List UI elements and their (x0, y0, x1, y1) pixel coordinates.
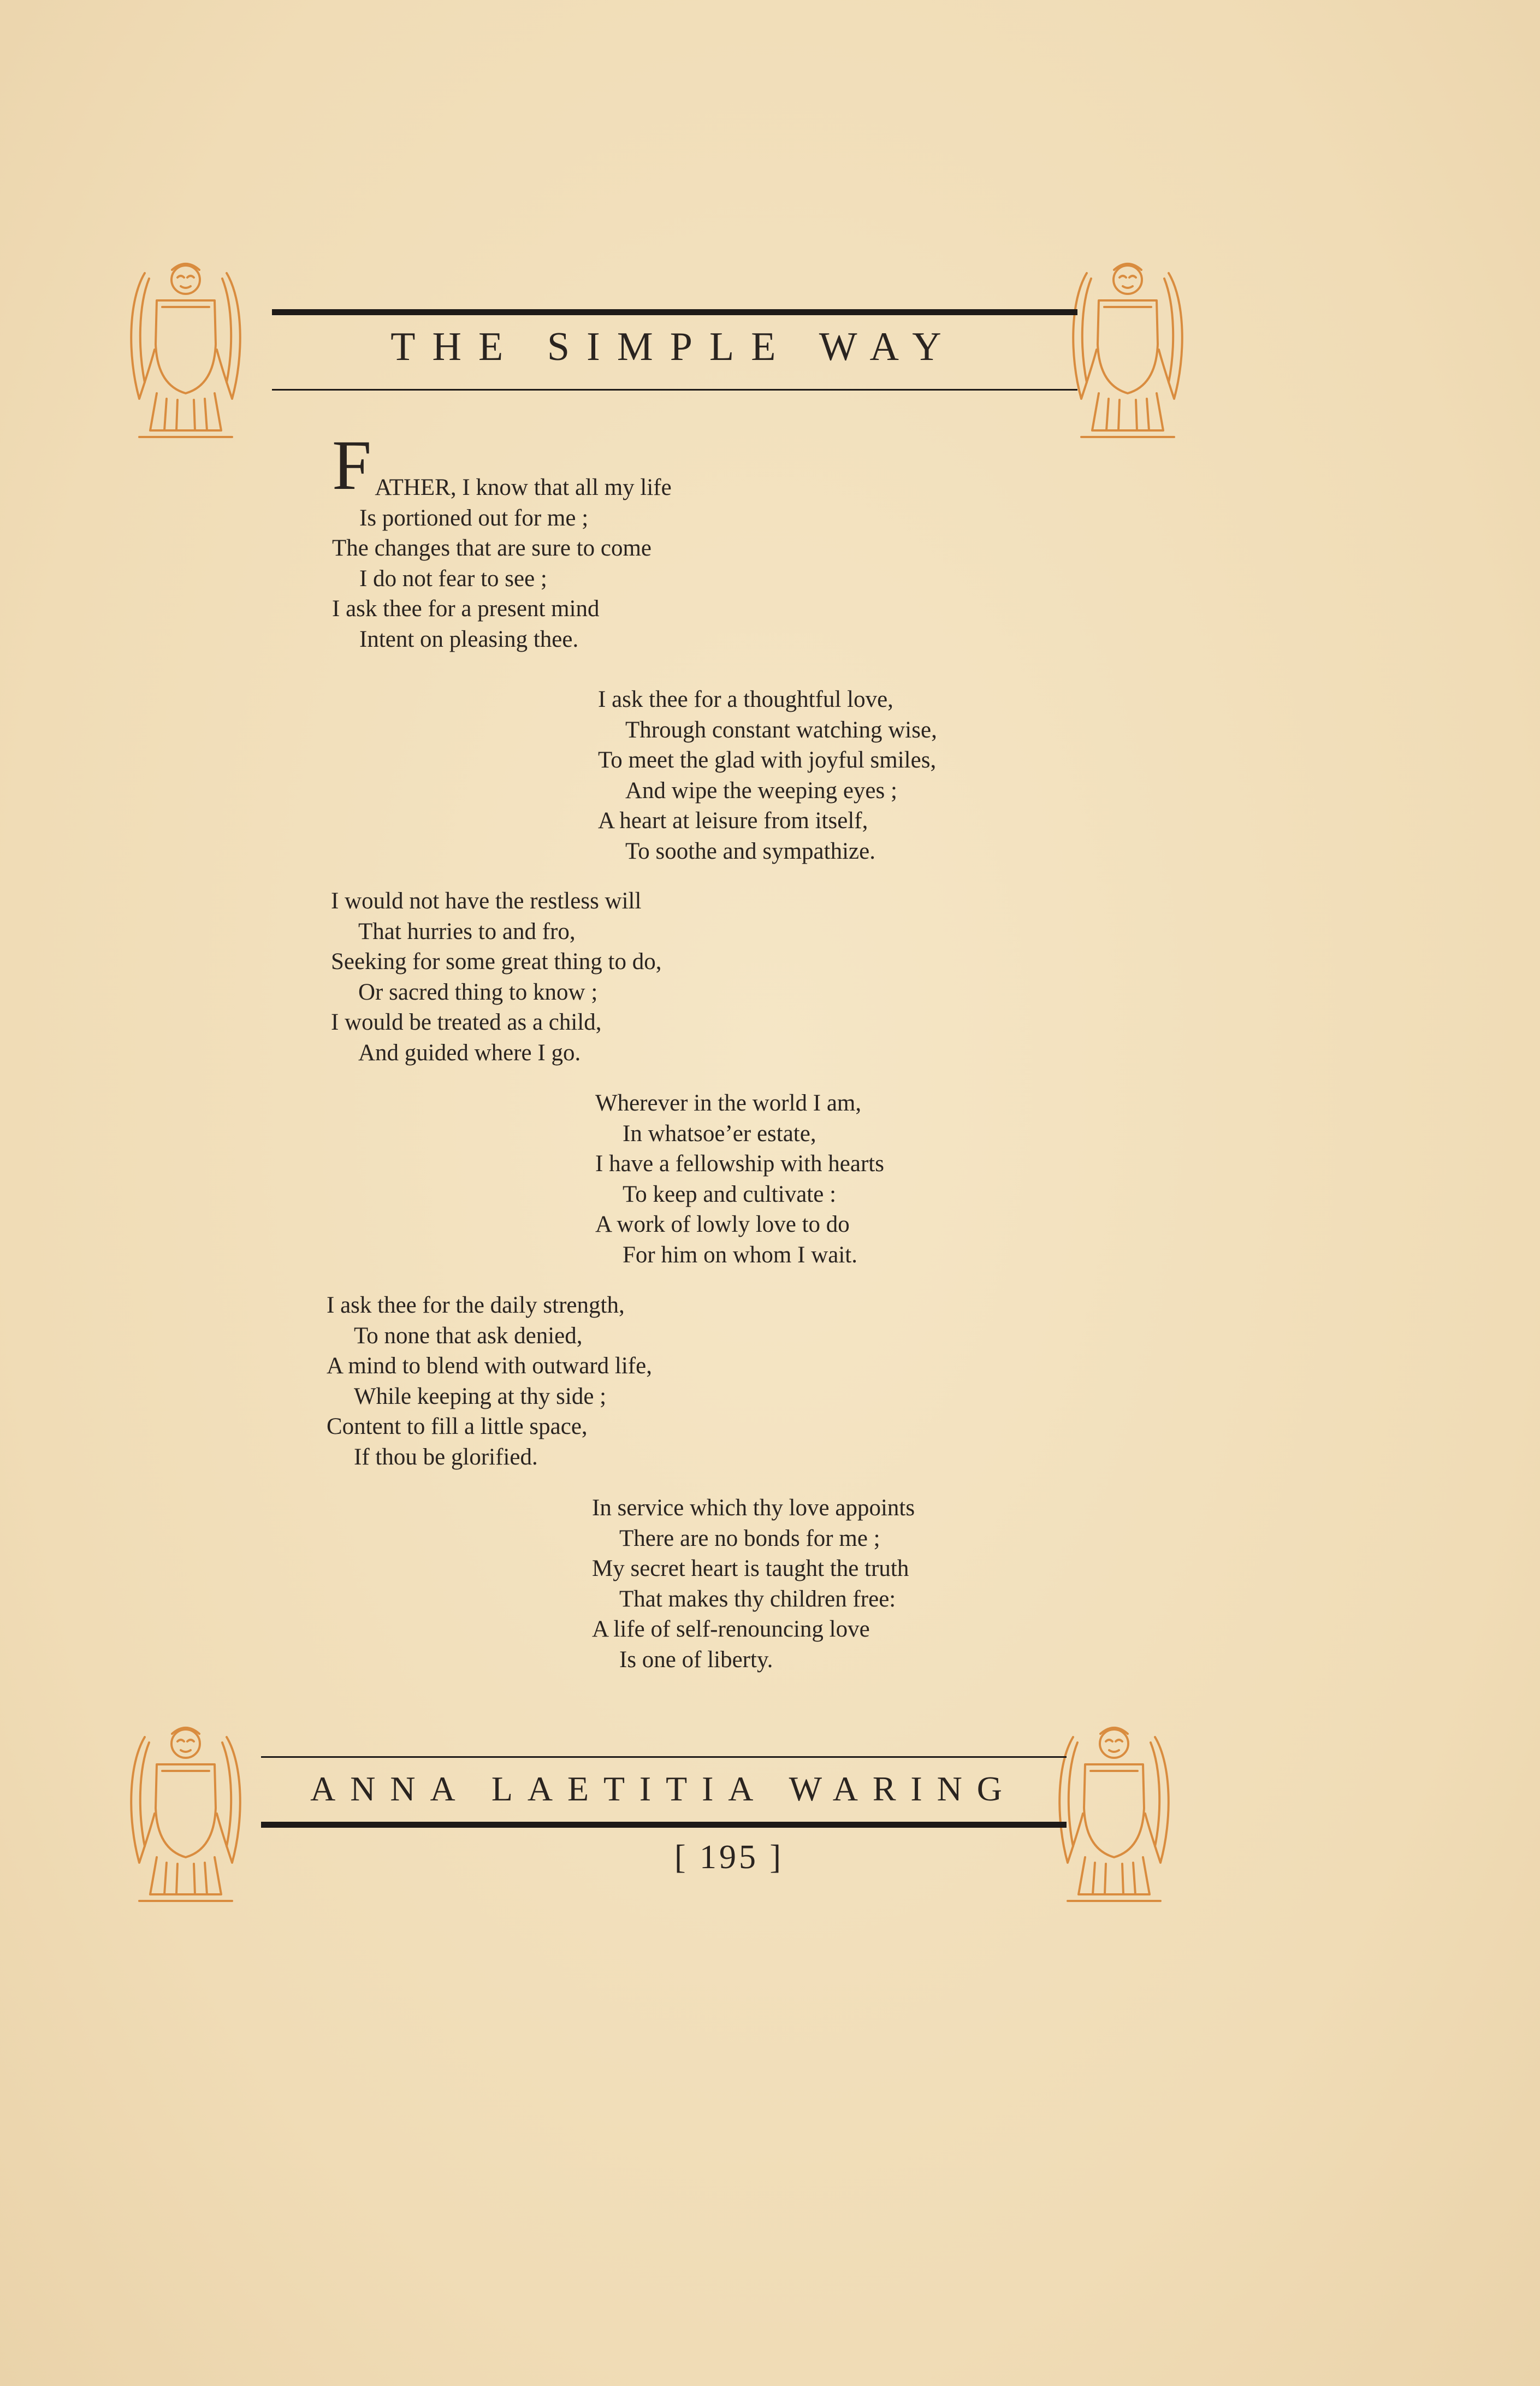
poem-line: To keep and cultivate : (623, 1181, 837, 1207)
poem-line: I have a fellowship with hearts (595, 1151, 884, 1177)
angel-ornament-icon (1051, 1721, 1177, 1906)
poem-line: Content to fill a little space, (327, 1414, 588, 1439)
stanza (332, 426, 672, 654)
stanza (331, 886, 661, 1068)
poem-line: In service which thy love appoints (592, 1495, 915, 1521)
header-rule-thin (272, 389, 1077, 391)
poem-line: My secret heart is taught the truth (592, 1556, 909, 1581)
stanza (592, 1493, 915, 1675)
poem-line: For him on whom I wait. (623, 1242, 857, 1268)
poem-line: Seeking for some great thing to do, (331, 949, 662, 975)
angel-ornament-icon (123, 257, 248, 442)
poem-line: There are no bonds for me ; (619, 1525, 880, 1551)
poem-author: ANNA LAETITIA WARING (310, 1769, 1017, 1808)
poem-line: I do not fear to see ; (359, 565, 547, 592)
footer-rule-thick (261, 1822, 1067, 1828)
poem-line: I ask thee for a thoughtful love, (598, 687, 893, 712)
poem-line: A heart at leisure from itself, (598, 808, 868, 834)
poem-line: The changes that are sure to come (332, 535, 652, 561)
poem-line: Is portioned out for me ; (359, 505, 589, 531)
angel-ornament-icon (1065, 257, 1190, 442)
poem-line: Wherever in the world I am, (595, 1090, 862, 1116)
poem-line: I ask thee for a present mind (332, 596, 600, 622)
poem-line: That makes thy children free: (619, 1586, 896, 1612)
poem-title: THE SIMPLE WAY (390, 324, 958, 369)
footer-rule-thin (261, 1756, 1067, 1758)
poem-line: To meet the glad with joyful smiles, (598, 747, 937, 773)
angel-ornament-icon (123, 1721, 248, 1906)
stanza (598, 684, 937, 866)
poem-line: I would be treated as a child, (331, 1009, 602, 1035)
page-number: [ 195 ] (674, 1839, 784, 1876)
poem-first-line (332, 426, 672, 505)
poem-line: To soothe and sympathize. (625, 838, 875, 864)
poem-line: If thou be glorified. (354, 1444, 538, 1470)
poem-line: That hurries to and fro, (358, 918, 576, 944)
poem-line: Intent on pleasing thee. (359, 626, 579, 652)
stanza (327, 1290, 652, 1472)
poem-line: And guided where I go. (358, 1040, 581, 1066)
poem-line: Is one of liberty. (619, 1646, 773, 1673)
drop-cap: F (332, 426, 372, 505)
header-rule-thick (272, 309, 1077, 315)
poem-line: And wipe the weeping eyes ; (625, 777, 897, 804)
poem-line: Through constant watching wise, (625, 717, 937, 743)
poem-line: Or sacred thing to know ; (358, 979, 598, 1005)
poem-line: A mind to blend with outward life, (327, 1353, 652, 1379)
poem-line: A life of self-renouncing love (592, 1616, 870, 1642)
first-line-text: ATHER, I know that all my life (375, 475, 672, 500)
poem-line: In whatsoe’er estate, (623, 1120, 816, 1147)
poem-line: To none that ask denied, (354, 1322, 583, 1349)
poem-line: I ask thee for the daily strength, (327, 1292, 625, 1318)
poem-line: A work of lowly love to do (595, 1212, 850, 1237)
poem-line: While keeping at thy side ; (354, 1383, 607, 1409)
stanza (595, 1088, 884, 1270)
poem-line: I would not have the restless will (331, 888, 642, 914)
